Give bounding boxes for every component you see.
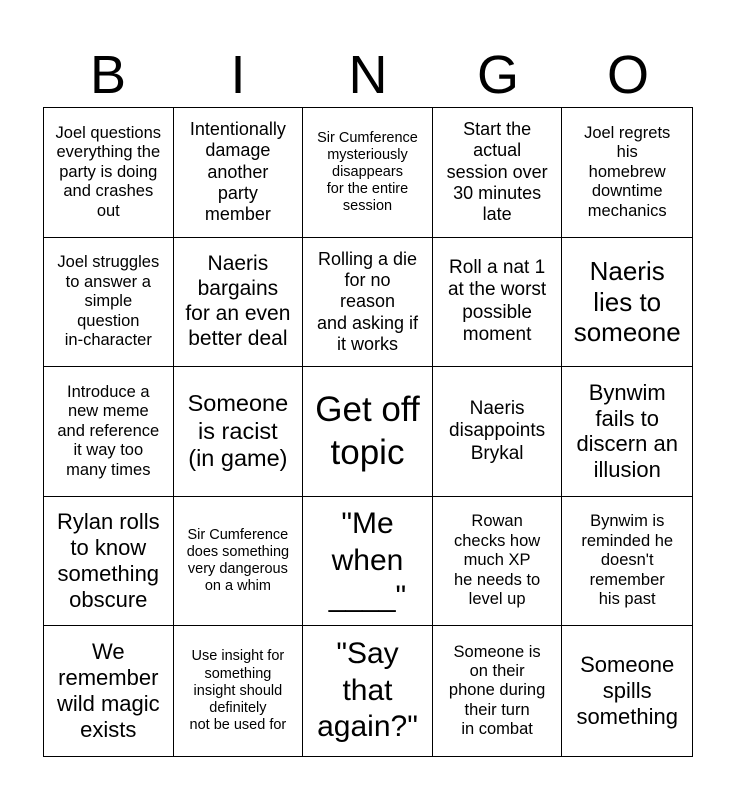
bingo-cell-r4c2[interactable] bbox=[174, 497, 304, 627]
bingo-cell-r4c1[interactable] bbox=[44, 497, 174, 627]
bingo-cell-r1c3[interactable] bbox=[303, 108, 433, 238]
cell-text: Someone is on their phone during their turn in combat bbox=[448, 642, 546, 739]
bingo-cell-r5c4[interactable] bbox=[433, 626, 563, 756]
bingo-cell-r2c5[interactable] bbox=[562, 238, 692, 368]
bingo-cell-r2c2[interactable] bbox=[174, 238, 304, 368]
bingo-cell-r4c4[interactable] bbox=[433, 497, 563, 627]
bingo-cell-r5c1[interactable] bbox=[44, 626, 174, 756]
bingo-cell-r1c5[interactable] bbox=[562, 108, 692, 238]
bingo-cell-r3c3-center[interactable] bbox=[303, 367, 433, 497]
bingo-cell-r5c3[interactable] bbox=[303, 626, 433, 756]
cell-text: Someone is racist (in game) bbox=[187, 389, 289, 472]
cell-text: "Say that again?" bbox=[317, 637, 418, 744]
bingo-cell-r3c4[interactable] bbox=[433, 367, 563, 497]
header-letter-b: B bbox=[89, 45, 127, 105]
header-letter-n: N bbox=[348, 45, 388, 105]
cell-text: We remember wild magic exists bbox=[56, 639, 160, 743]
bingo-cell-r2c3[interactable] bbox=[303, 238, 433, 368]
bingo-cell-r4c5[interactable] bbox=[562, 497, 692, 627]
cell-text: Sir Cumference mysteriously disappears for the entire session bbox=[317, 129, 418, 214]
bingo-cell-r3c2[interactable] bbox=[174, 367, 304, 497]
bingo-cell-r5c5[interactable] bbox=[562, 626, 692, 756]
cell-text: Start the actual session over 30 minutes late bbox=[446, 119, 548, 225]
bingo-cell-r4c3[interactable] bbox=[303, 497, 433, 627]
cell-text: Joel questions everything the party is doing and crashes out bbox=[55, 123, 162, 220]
cell-text: Rylan rolls to know something obscure bbox=[56, 509, 160, 613]
cell-text: Someone spills something bbox=[576, 652, 678, 730]
cell-text: Joel struggles to answer a simple question in-character bbox=[57, 253, 160, 350]
bingo-cell-r3c1[interactable] bbox=[44, 367, 174, 497]
cell-text: Roll a nat 1 at the worst possible moment bbox=[447, 257, 547, 346]
cell-text: Get off topic bbox=[315, 389, 420, 473]
cell-text: "Me when ____" bbox=[328, 507, 407, 614]
header-letter-g: G bbox=[476, 45, 519, 105]
cell-text: Introduce a new meme and reference it way too many times bbox=[57, 382, 160, 479]
cell-text: Naeris disappoints Brykal bbox=[449, 397, 546, 464]
header-letter-o: O bbox=[606, 45, 649, 105]
cell-text: Naeris lies to someone bbox=[573, 255, 681, 348]
bingo-cell-r1c4[interactable] bbox=[433, 108, 563, 238]
bingo-header bbox=[43, 42, 693, 108]
cell-text: Joel regrets his homebrew downtime mechanics bbox=[584, 123, 671, 220]
bingo-cell-r2c4[interactable] bbox=[433, 238, 563, 368]
cell-text: Rowan checks how much XP he needs to level up bbox=[453, 512, 541, 609]
bingo-cell-r1c1[interactable] bbox=[44, 108, 174, 238]
bingo-cell-r2c1[interactable] bbox=[44, 238, 174, 368]
bingo-board bbox=[43, 107, 693, 757]
cell-text: Sir Cumference does something very dangerous on a whim bbox=[186, 526, 290, 595]
cell-text: Rolling a die for no reason and asking if it works bbox=[316, 248, 419, 354]
bingo-cell-r3c5[interactable] bbox=[562, 367, 692, 497]
cell-text: Use insight for something insight should definitely not be used for bbox=[189, 648, 287, 733]
header-letter-i: I bbox=[230, 45, 246, 105]
cell-text: Bynwim fails to discern an illusion bbox=[576, 379, 678, 483]
bingo-cell-r5c2[interactable] bbox=[174, 626, 304, 756]
cell-text: Naeris bargains for an even better deal bbox=[185, 252, 291, 350]
bingo-cell-r1c2[interactable] bbox=[174, 108, 304, 238]
cell-text: Bynwim is reminded he doesn't remember his past bbox=[581, 512, 674, 609]
cell-text: Intentionally damage another party member bbox=[189, 119, 286, 225]
